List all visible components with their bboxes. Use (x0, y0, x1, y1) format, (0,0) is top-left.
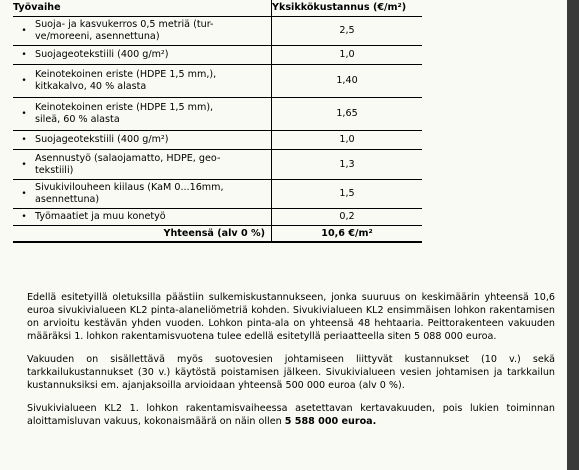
row-phase-line: ve/moreeni, asennettuna) (35, 31, 160, 42)
row-phase-line: Keinotekoinen eriste (HDPE 1,5 mm), (35, 102, 214, 113)
bullet-icon: • (21, 76, 27, 86)
bullet-icon: • (21, 189, 27, 199)
row-phase (13, 150, 272, 180)
row-cost: 0,2 (272, 209, 423, 226)
row-phase-line: Sivukivilouheen kiilaus (KaM 0...16mm, (35, 182, 224, 193)
row-phase-line: asennettuna) (35, 194, 100, 205)
row-phase-line: Suojageotekstiili (400 g/m²) (35, 134, 169, 145)
row-phase (13, 98, 272, 131)
row-cost: 1,40 (272, 65, 423, 98)
row-cost: 1,0 (272, 46, 423, 65)
paragraph-3 (27, 402, 555, 428)
row-phase-text (35, 180, 271, 208)
header-cost: Yksikkökustannus (€/m²) (272, 0, 423, 17)
bullet-icon: • (21, 50, 27, 60)
row-phase (13, 17, 272, 46)
bullet-icon: • (21, 159, 27, 170)
row-phase-text (35, 17, 271, 45)
row-phase (13, 46, 272, 65)
row-phase-line: Työmaatiet ja muu konetyö (35, 211, 166, 222)
total-row (13, 226, 422, 243)
row-phase-line: tekstiili) (35, 164, 74, 176)
table-row (13, 17, 422, 46)
row-phase (13, 65, 272, 98)
row-phase (13, 180, 272, 209)
row-phase (13, 131, 272, 150)
row-cost: 1,0 (272, 131, 423, 150)
row-cost: 1,3 (272, 150, 423, 180)
row-phase-text (35, 67, 271, 95)
total-guarantee-amount: 5 588 000 euroa. (284, 416, 377, 427)
bullet-icon: • (21, 26, 27, 36)
total-value: 10,6 €/m² (272, 226, 423, 243)
row-phase-line: Asennustyö (salaojamatto, HDPE, geo- (35, 152, 221, 164)
bullet-icon: • (21, 109, 27, 119)
row-phase-text (35, 132, 271, 148)
row-phase-line: sileä, 60 % alasta (35, 114, 120, 125)
bullet-icon: • (21, 212, 27, 222)
bullet-icon: • (21, 135, 27, 145)
paragraph-2: Vakuuden on sisällettävä myös suotovesien johtamiseen liittyvät kustannukset (10 v.) sekä tarkkailukustannukset (30 v.) käytöstä poistamisen jälkeen. Sivukivialueen vesien johtamisen ja tarkkailun kustannuksiksi em. ajanjaksoilla arvioidaan yhteensä 500 000 euroa (alv 0 %). (27, 354, 555, 391)
table-header-row (13, 0, 422, 17)
row-phase-line: Suoja- ja kasvukerros 0,5 metriä (tur- (35, 19, 214, 30)
table-row (13, 180, 422, 209)
row-phase-text (35, 151, 271, 179)
table-row (13, 65, 422, 98)
viewer-scroll-gutter (567, 0, 579, 470)
body-text (27, 291, 555, 428)
table-row (13, 131, 422, 150)
cost-table (13, 0, 422, 243)
row-cost: 1,65 (272, 98, 423, 131)
paragraph-1: Edellä esitetyillä oletuksilla päästiin sulkemiskustannukseen, jonka suuruus on keskimäärin yhteensä 10,6 euroa sivukivialueen KL2 pinta-alaneliömetriä kohden. Sivukivialueen KL2 ensimmäisen lohkon rakentamisen on arvioitu kestävän yhden vuoden. Lohkon pinta-ala on yhteensä 48 hehtaaria. Peittorakenteen vakuuden määräksi 1. lohkon rakentamisvuotena tulee edellä esitetyllä periaatteella siten 5 088 000 euroa. (27, 292, 555, 342)
row-phase-text (35, 47, 271, 63)
row-phase-line: kitkakalvo, 40 % alasta (35, 81, 147, 92)
row-phase (13, 209, 272, 226)
row-cost: 2,5 (272, 17, 423, 46)
header-phase: Työvaihe (13, 0, 272, 17)
table-row (13, 98, 422, 131)
paragraph-3-text: Sivukivialueen KL2 1. lohkon rakentamisvaiheessa asetettavan kertavakuuden, pois lukien toiminnan aloittamisluvan vakuus, kokonaismäärä on näin ollen (27, 403, 555, 427)
row-phase-text (35, 100, 271, 128)
table-row (13, 150, 422, 180)
total-label: Yhteensä (alv 0 %) (13, 226, 272, 243)
row-cost: 1,5 (272, 180, 423, 209)
row-phase-text (35, 209, 271, 225)
table-row (13, 209, 422, 226)
table-row (13, 46, 422, 65)
row-phase-line: Keinotekoinen eriste (HDPE 1,5 mm,), (35, 69, 217, 80)
row-phase-line: Suojageotekstiili (400 g/m²) (35, 49, 169, 60)
